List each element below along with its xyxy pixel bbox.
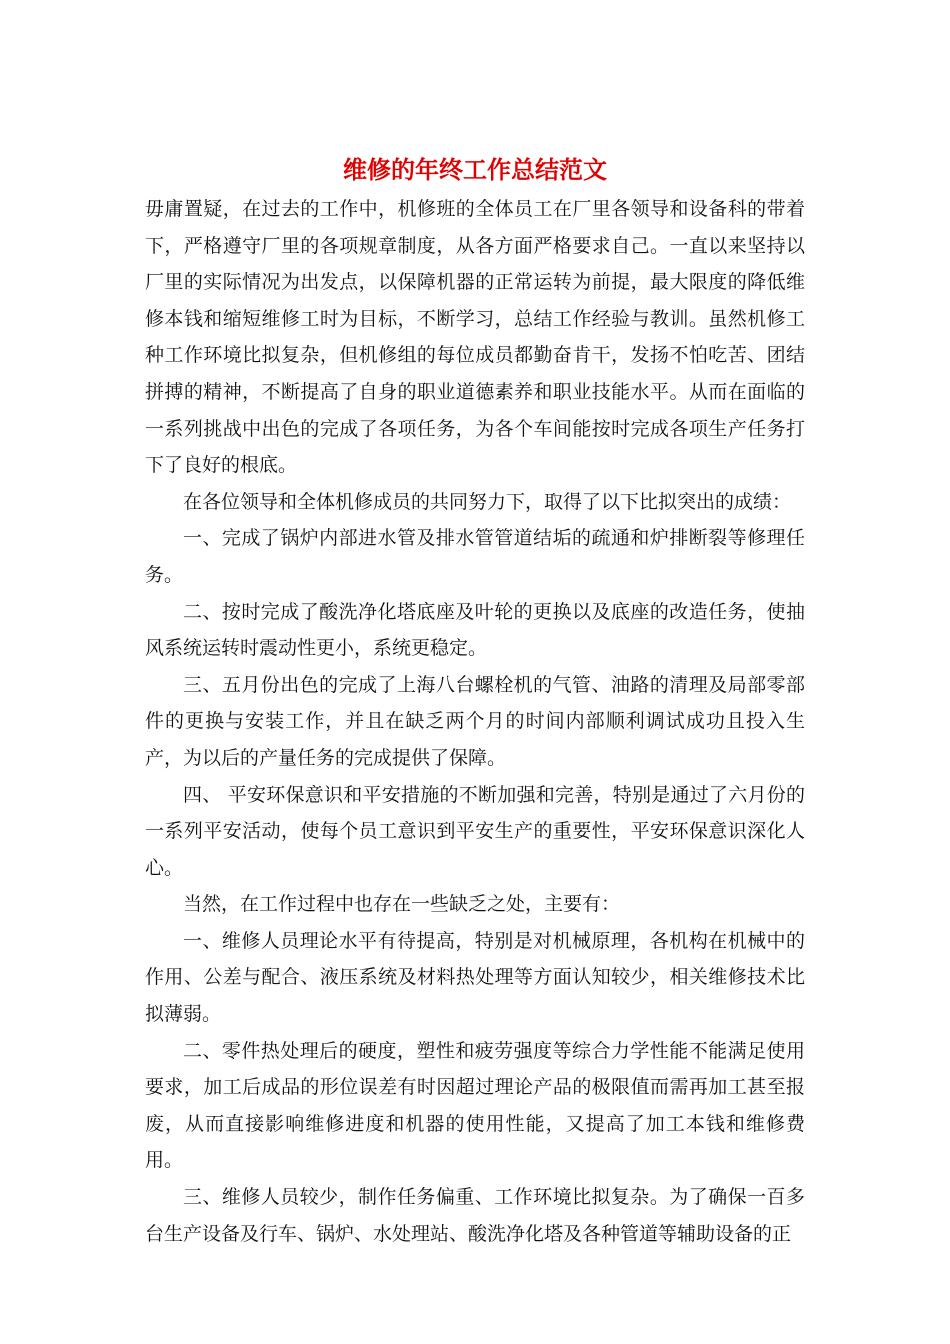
paragraph-shortcomings-heading: 当然，在工作过程中也存在一些缺乏之处，主要有： [183,893,621,916]
document-title: 维修的年终工作总结范文 [343,155,607,184]
paragraph-achievement-4: 四、 平安环保意识和平安措施的不断加强和完善，特别是通过了六月份的一系列平安活动，使每个员工意识到平安生产的重要性，平安环保意识深化人心。 [145,783,805,879]
paragraph-intro: 毋庸置疑，在过去的工作中，机修班的全体员工在厂里各领导和设备科的带着下，严格遵守厂里的各项规章制度，从各方面严格要求自己。一直以来坚持以厂里的实际情况为出发点，以保障机器的正常运转为前提，最大限度的降低维修本钱和缩短维修工时为目标，不断学习，总结工作经验与教训。虽然机修工种工作环境比拟复杂，但机修组的每位成员都勤奋肯干，发扬不怕吃苦、团结拼搏的精神，不断提高了自身的职业道德素养和职业技能水平。从而在面临的一系列挑战中出色的完成了各项任务，为各个车间能按时完成各项生产任务打下了良好的根底。 [145,198,805,477]
paragraph-shortcoming-3: 三、维修人员较少，制作任务偏重、工作环境比拟复杂。为了确保一百多台生产设备及行车、锅炉、水处理站、酸洗净化塔及各种管道等辅助设备的正 [145,1186,805,1245]
document-body [145,191,805,1252]
paragraph-shortcoming-1: 一、维修人员理论水平有待提高，特别是对机械原理，各机构在机械中的作用、公差与配合、液压系统及材料热处理等方面认知较少，相关维修技术比拟薄弱。 [145,929,805,1026]
paragraph-achievement-3: 三、五月份出色的完成了上海八台螺栓机的气管、油路的清理及局部零部件的更换与安装工作，并且在缺乏两个月的时间内部顺利调试成功且投入生产，为以后的产量任务的完成提供了保障。 [145,673,805,769]
paragraph-achievement-2: 二、按时完成了酸洗净化塔底座及叶轮的更换以及底座的改造任务，使抽风系统运转时震动性更小，系统更稳定。 [145,600,805,660]
paragraph-achievement-1: 一、完成了锅炉内部进水管及排水管管道结垢的疏通和炉排断裂等修理任务。 [145,527,805,586]
paragraph-shortcoming-2: 二、零件热处理后的硬度，塑性和疲劳强度等综合力学性能不能满足使用要求，加工后成品的形位误差有时因超过理论产品的极限值而需再加工甚至报废，从而直接影响维修进度和机器的使用性能，又提高了加工本钱和维修费用。 [145,1039,805,1172]
paragraph-achievements-heading: 在各位领导和全体机修成员的共同努力下，取得了以下比拟突出的成绩： [183,490,792,513]
